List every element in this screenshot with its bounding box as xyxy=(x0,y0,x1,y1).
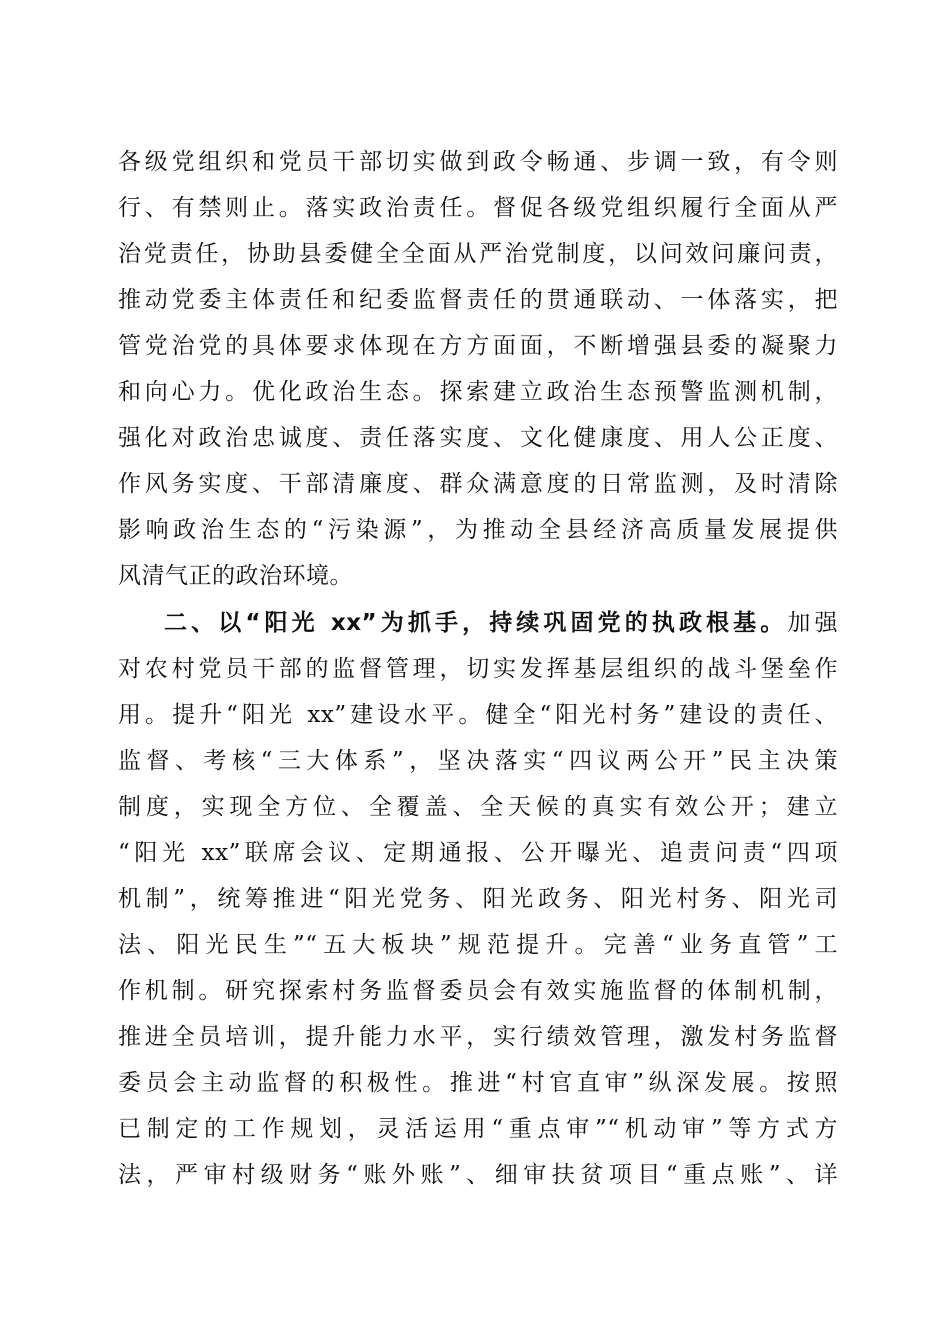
text-line: 行、有禁则止。落实政治责任。督促各级党组织履行全面从严 xyxy=(118,195,838,221)
text-line: 对农村党员干部的监督管理，切实发挥基层组织的战斗堡垒作 xyxy=(118,656,838,682)
section-heading-line xyxy=(164,600,838,646)
text-line: 推动党委主体责任和纪委监督责任的贯通联动、一体落实，把 xyxy=(118,287,838,313)
text-line: 治党责任，协助县委健全全面从严治党制度，以问效问廉问责， xyxy=(118,241,838,267)
text-line: 作风务实度、干部清廉度、群众满意度的日常监测，及时清除 xyxy=(118,471,838,497)
text-line: “阳光 xx”联席会议、定期通报、公开曝光、追责问责“四项 xyxy=(118,840,838,866)
text-line: 各级党组织和党员干部切实做到政令畅通、步调一致，有令则 xyxy=(118,149,838,175)
text-line: 强化对政治忠诚度、责任落实度、文化健康度、用人公正度、 xyxy=(118,425,838,451)
text-line: 管党治党的具体要求体现在方方面面，不断增强县委的凝聚力 xyxy=(118,333,838,359)
text-line: 风清气正的政治环境。 xyxy=(118,563,353,589)
text-line: 法、阳光民生”“五大板块”规范提升。完善“业务直管”工 xyxy=(118,932,838,958)
text-line: 机制”，统筹推进“阳光党务、阳光政务、阳光村务、阳光司 xyxy=(118,886,838,912)
text-line: 影响政治生态的“污染源”，为推动全县经济高质量发展提供 xyxy=(118,517,838,543)
text-line: 作机制。研究探索村务监督委员会有效实施监督的体制机制， xyxy=(118,978,838,1004)
text-line: 制度，实现全方位、全覆盖、全天候的真实有效公开；建立 xyxy=(118,794,838,820)
text-line: 监督、考核“三大体系”，坚决落实“四议两公开”民主决策 xyxy=(118,748,838,774)
text-line: 推进全员培训，提升能力水平，实行绩效管理，激发村务监督 xyxy=(118,1024,838,1050)
text-fragment: 加强 xyxy=(787,610,838,636)
text-line: 法，严审村级财务“账外账”、细审扶贫项目“重点账”、详 xyxy=(118,1162,838,1188)
text-line: 用。提升“阳光 xx”建设水平。健全“阳光村务”建设的责任、 xyxy=(118,702,838,728)
section-heading: 二、以“阳光 xx”为抓手，持续巩固党的执政根基。 xyxy=(164,610,788,636)
text-line: 已制定的工作规划，灵活运用“重点审”“机动审”等方式方 xyxy=(118,1116,838,1142)
text-line: 委员会主动监督的积极性。推进“村官直审”纵深发展。按照 xyxy=(118,1070,838,1096)
text-line: 和向心力。优化政治生态。探索建立政治生态预警监测机制， xyxy=(118,379,838,405)
